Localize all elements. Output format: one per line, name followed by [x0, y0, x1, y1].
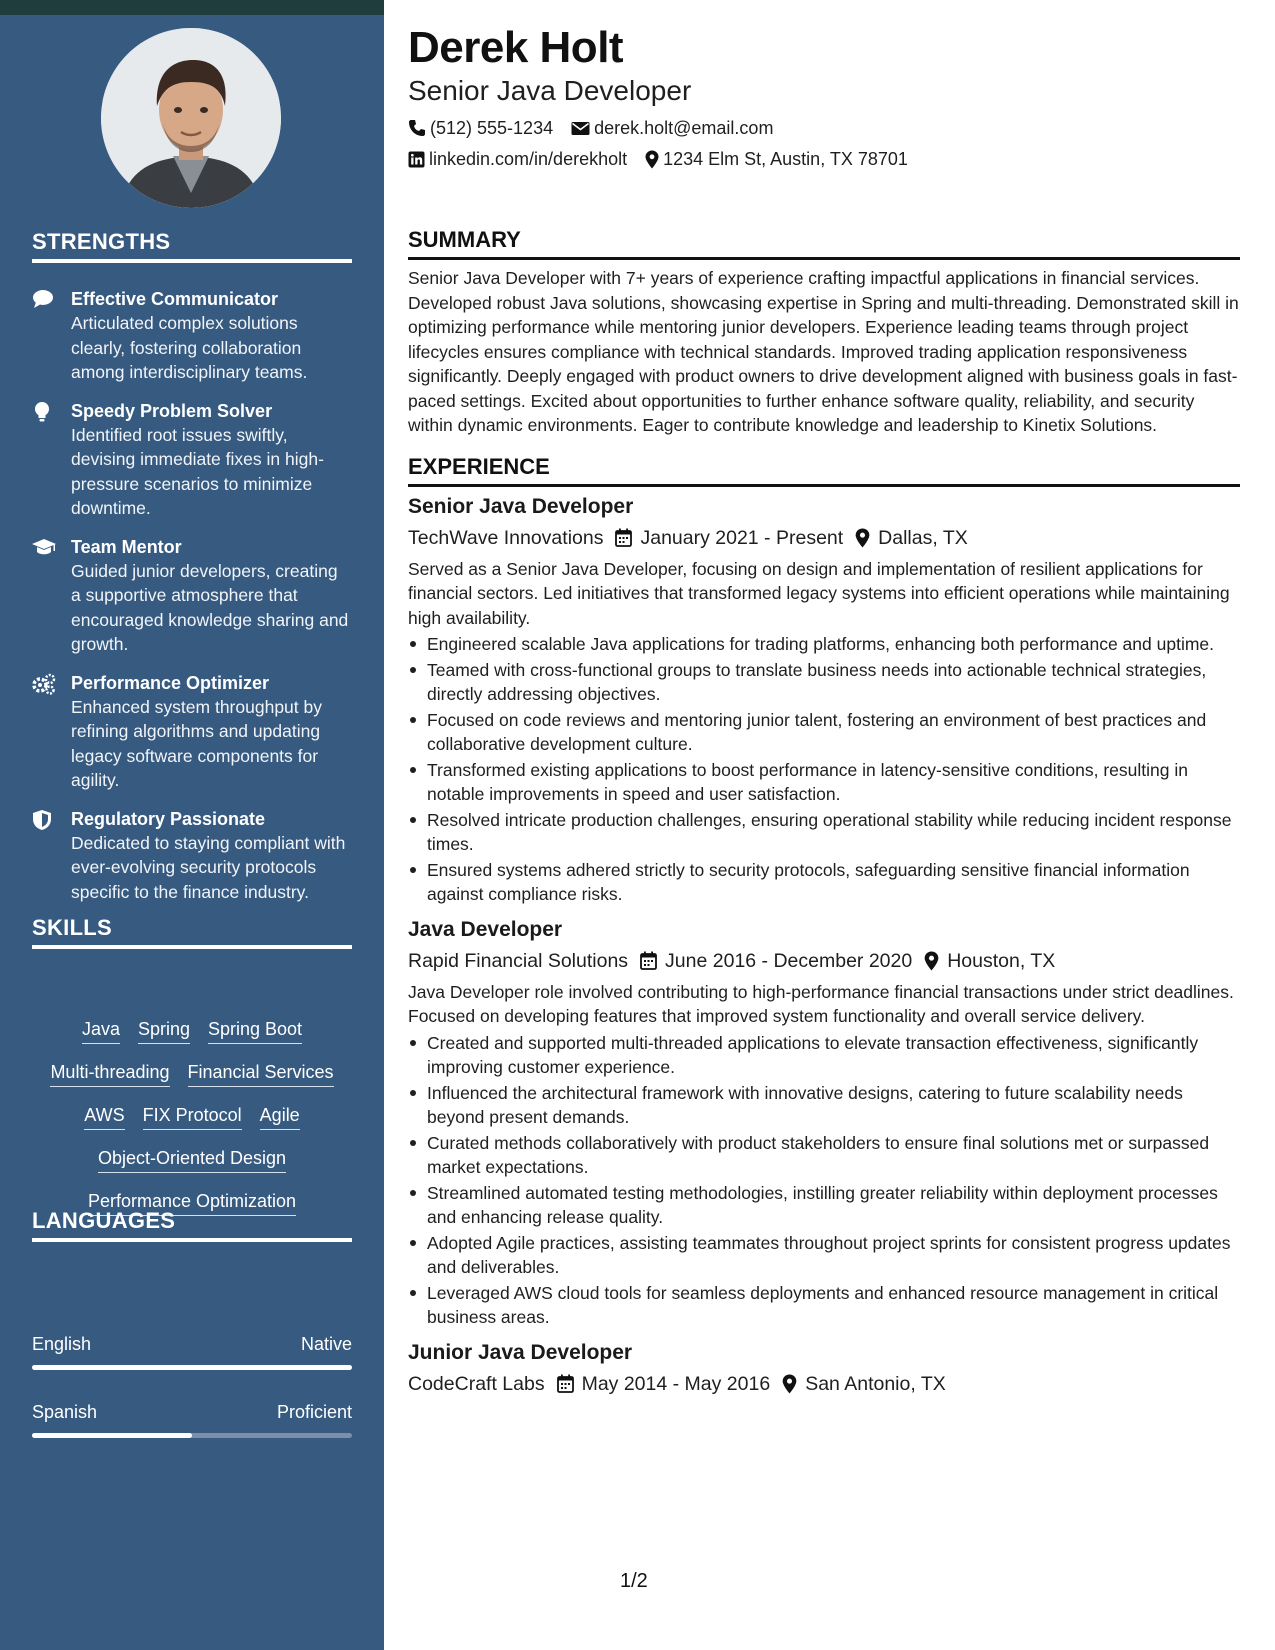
- linkedin-text[interactable]: linkedin.com/in/derekholt: [429, 149, 628, 169]
- language-level: Native: [300, 1334, 352, 1354]
- strength-description: Dedicated to staying compliant with ever-evolving security protocols specific to the finance industry.: [71, 832, 346, 902]
- contact-phone: [408, 116, 553, 140]
- experience-section: [408, 453, 1240, 1398]
- main-content: [408, 22, 1240, 1403]
- strength-title: Effective Communicator: [71, 289, 279, 309]
- job-location: San Antonio, TX: [805, 1372, 946, 1395]
- summary-section: [408, 226, 1240, 438]
- skill-tag: AWS: [84, 1103, 124, 1130]
- profile-photo: [101, 28, 281, 208]
- job-bullet: Leveraged AWS cloud tools for seamless deployments and enhanced resource management in critical business areas.: [408, 1281, 1240, 1330]
- job-bullets: [408, 1031, 1240, 1330]
- job-dates: May 2014 - May 2016: [581, 1372, 771, 1395]
- map-pin-icon: [645, 150, 659, 169]
- phone-text: (512) 555-1234: [430, 118, 554, 138]
- job-dates: June 2016 - December 2020: [665, 949, 913, 972]
- strength-item: [32, 807, 352, 905]
- job-location-wrap: [855, 524, 968, 552]
- language-item: [32, 1400, 352, 1438]
- job-location-wrap: [782, 1370, 946, 1398]
- job-entry: [408, 916, 1240, 1330]
- experience-heading: EXPERIENCE: [408, 453, 1240, 487]
- job-dates-wrap: [640, 947, 912, 975]
- calendar-icon: [557, 1374, 574, 1393]
- strength-description: Identified root issues swiftly, devising immediate fixes in high-pressure scenarios to minimize downtime.: [71, 424, 324, 518]
- map-pin-icon: [855, 528, 870, 548]
- language-name: English: [32, 1334, 92, 1354]
- linkedin-icon: [408, 151, 425, 168]
- job-title: Senior Java Developer: [408, 494, 634, 518]
- job-meta: [408, 524, 1240, 552]
- skill-tag: Spring Boot: [208, 1017, 302, 1044]
- job-entry: [408, 493, 1240, 907]
- page-number: 1/2: [620, 1570, 648, 1592]
- strength-item: [32, 535, 352, 657]
- job-bullet: Streamlined automated testing methodologies, instilling greater reliability within deployment processes and enhancing release quality.: [408, 1181, 1240, 1230]
- map-pin-icon: [924, 951, 939, 971]
- address-text: 1234 Elm St, Austin, TX 78701: [663, 149, 908, 169]
- job-location: Houston, TX: [947, 949, 1056, 972]
- job-description: Java Developer role involved contributing to high-performance financial transactions under strict deadlines. Focused on developing features that improved system functionality and overall service delivery.: [408, 981, 1234, 1026]
- skill-tag: Java: [82, 1017, 120, 1044]
- job-bullet: Teamed with cross-functional groups to translate business needs into actionable technical strategies, directly addressing objectives.: [408, 658, 1240, 707]
- sidebar: [0, 15, 384, 1650]
- candidate-name: Derek Holt: [408, 23, 624, 72]
- job-meta: [408, 1370, 1240, 1398]
- language-proficiency-fill: [32, 1365, 352, 1370]
- job-bullet: Curated methods collaboratively with product stakeholders to ensure final solutions met or surpassed market expectations.: [408, 1131, 1240, 1180]
- strength-description: Enhanced system throughput by refining algorithms and updating legacy software components for agility.: [71, 696, 322, 790]
- speech-bubble-icon: [32, 289, 56, 311]
- strength-item: [32, 399, 352, 521]
- job-bullets: [408, 632, 1240, 907]
- skills-heading: SKILLS: [32, 915, 352, 949]
- language-item: [32, 1332, 352, 1370]
- contact-row-2: [408, 147, 1240, 171]
- skills-list: [32, 1017, 352, 1216]
- language-proficiency-bar: [32, 1433, 352, 1438]
- phone-icon: [408, 119, 426, 137]
- job-meta: [408, 947, 1240, 975]
- shield-icon: [32, 809, 56, 831]
- calendar-icon: [640, 951, 657, 970]
- job-company: Rapid Financial Solutions: [408, 949, 629, 972]
- email-text[interactable]: derek.holt@email.com: [594, 118, 774, 138]
- skill-tag: Performance Optimization: [88, 1189, 296, 1216]
- map-pin-icon: [782, 1374, 797, 1394]
- language-name: Spanish: [32, 1402, 98, 1422]
- lightbulb-icon: [32, 401, 56, 423]
- job-bullet: Ensured systems adhered strictly to security protocols, safeguarding sensitive financial information against compliance risks.: [408, 858, 1240, 907]
- language-level: Proficient: [276, 1402, 352, 1422]
- job-description: Served as a Senior Java Developer, focusing on design and implementation of resilient applications for financial sectors. Led initiatives that transformed legacy systems into efficient operations while maintaining high availability.: [408, 558, 1230, 628]
- job-bullet: Transformed existing applications to boost performance in latency-sensitive conditions, resulting in notable improvements in speed and user satisfaction.: [408, 758, 1240, 807]
- job-bullet: Resolved intricate production challenges, ensuring operational stability while reducing incident response times.: [408, 808, 1240, 857]
- strength-description: Guided junior developers, creating a supportive atmosphere that encouraged knowledge sharing and growth.: [71, 560, 349, 654]
- job-title: Junior Java Developer: [408, 1340, 633, 1364]
- job-location: Dallas, TX: [878, 526, 968, 549]
- contact-row: [408, 116, 1240, 140]
- envelope-icon: [571, 121, 590, 136]
- skill-tag: Multi-threading: [50, 1060, 169, 1087]
- strength-title: Performance Optimizer: [71, 672, 270, 693]
- languages-heading: LANGUAGES: [32, 1208, 352, 1242]
- strength-title: Team Mentor: [71, 536, 182, 557]
- sidebar-top-strip: [0, 0, 384, 15]
- job-bullet: Adopted Agile practices, assisting teammates throughout project sprints for consistent progress updates and deliverables.: [408, 1231, 1240, 1280]
- strength-item: [32, 671, 352, 793]
- skill-tag: Financial Services: [188, 1060, 334, 1087]
- candidate-role: Senior Java Developer: [408, 75, 692, 106]
- skill-tag: Object-Oriented Design: [98, 1146, 286, 1173]
- language-proficiency-bar: [32, 1365, 352, 1370]
- graduation-cap-icon: [32, 537, 56, 559]
- job-dates-wrap: [615, 524, 843, 552]
- job-bullet: Influenced the architectural framework with innovative designs, catering to future scalability needs beyond present demands.: [408, 1081, 1240, 1130]
- job-entry: [408, 1339, 1240, 1398]
- strengths-list: [32, 287, 352, 918]
- skill-tag: Agile: [260, 1103, 300, 1130]
- contact-address: [645, 147, 908, 171]
- languages-list: [32, 1332, 352, 1468]
- contact-linkedin[interactable]: [408, 147, 627, 171]
- gears-icon: [32, 673, 56, 695]
- contact-email[interactable]: [571, 116, 773, 140]
- strength-item: [32, 287, 352, 385]
- strength-description: Articulated complex solutions clearly, fostering collaboration among interdisciplinary teams.: [71, 313, 308, 382]
- job-bullet: Focused on code reviews and mentoring junior talent, fostering an environment of best practices and collaborative development culture.: [408, 708, 1240, 757]
- job-location-wrap: [924, 947, 1055, 975]
- strength-title: Speedy Problem Solver: [71, 400, 273, 421]
- job-dates: January 2021 - Present: [640, 526, 844, 549]
- job-bullet: Created and supported multi-threaded applications to elevate transaction effectiveness, significantly improving customer experience.: [408, 1031, 1240, 1080]
- calendar-icon: [615, 528, 632, 547]
- job-bullet: Engineered scalable Java applications for trading platforms, enhancing both performance and uptime.: [408, 632, 1240, 657]
- strengths-heading: STRENGTHS: [32, 229, 352, 263]
- job-company: CodeCraft Labs: [408, 1372, 545, 1395]
- summary-text: Senior Java Developer with 7+ years of experience crafting impactful applications in financial services. Developed robust Java solutions, showcasing expertise in Spring and multi-threading. Demonstrated skill in optimizing performance while mentoring junior developers. Experience leading teams through project lifecycles ensures compliance with technical standards. Improved trading application responsiveness significantly. Deeply engaged with product owners to drive development aligned with business goals in fast-paced settings. Excited about opportunities to further enhance software quality, reliability, and security within dynamic environments. Eager to contribute knowledge and leadership to Kinetix Solutions.: [408, 268, 1239, 435]
- summary-heading: SUMMARY: [408, 226, 1240, 260]
- job-company: TechWave Innovations: [408, 526, 604, 549]
- strength-title: Regulatory Passionate: [71, 808, 266, 829]
- skill-tag: FIX Protocol: [143, 1103, 242, 1130]
- job-title: Java Developer: [408, 917, 563, 941]
- language-proficiency-fill: [32, 1433, 192, 1438]
- skill-tag: Spring: [138, 1017, 190, 1044]
- job-dates-wrap: [557, 1370, 771, 1398]
